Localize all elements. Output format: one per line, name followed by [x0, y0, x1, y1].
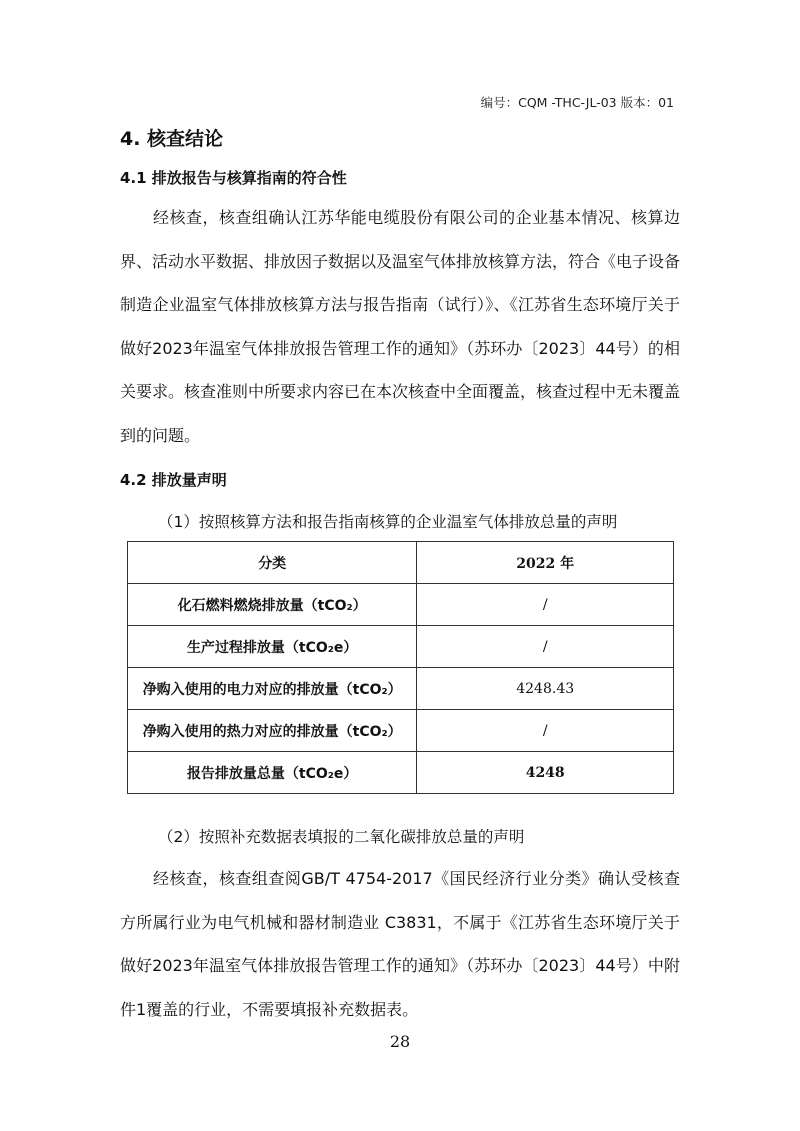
table-row [128, 626, 674, 668]
section-title: 4. 核查结论 [120, 128, 224, 150]
subsection-title-4-2: 4.2 排放量声明 [120, 471, 227, 489]
row-label: 生产过程排放量（tCO₂e） [128, 626, 417, 668]
compliance-paragraph: 经核查，核查组确认江苏华能电缆股份有限公司的企业基本情况、核算边界、活动水平数据、排放因子数据以及温室气体排放核算方法，符合《电子设备制造企业温室气体排放核算方法与报告指南（试行）》、《江苏省生态环境厅关于做好2023年温室气体排放报告管理工作的通知》（苏环办〔2023〕44号）的相关要求。核查准则中所要求内容已在本次核查中全面覆盖，核查过程中无未覆盖到的问题。 [120, 208, 681, 445]
page-number: 28 [389, 1032, 411, 1051]
table-row [128, 710, 674, 752]
table-row-total [128, 752, 674, 794]
emissions-table [127, 541, 674, 794]
row-value: / [417, 626, 674, 668]
row-label: 净购入使用的热力对应的排放量（tCO₂） [128, 710, 417, 752]
supplementary-caption: （2）按照补充数据表填报的二氧化碳排放总量的声明 [158, 828, 525, 846]
row-label: 净购入使用的电力对应的排放量（tCO₂） [128, 668, 417, 710]
column-header-category: 分类 [128, 542, 417, 584]
row-value: 4248.43 [417, 668, 674, 710]
subsection-title-4-1: 4.1 排放报告与核算指南的符合性 [120, 169, 347, 187]
row-label: 报告排放量总量（tCO₂e） [128, 752, 417, 794]
table-header-row [128, 542, 674, 584]
supplementary-paragraph: 经核查，核查组查阅GB/T 4754-2017《国民经济行业分类》确认受核查方所属行业为电气机械和器材制造业 C3831，不属于《江苏省生态环境厅关于做好2023年温室气体排放报告管理工作的通知》（苏环办〔2023〕44号）中附件1覆盖的行业，不需要填报补充数据表。 [120, 869, 680, 1019]
row-label: 化石燃料燃烧排放量（tCO₂） [128, 584, 417, 626]
table-row [128, 584, 674, 626]
table-caption: （1）按照核算方法和报告指南核算的企业温室气体排放总量的声明 [158, 513, 618, 531]
table-row [128, 668, 674, 710]
document-code: 编号：CQM -THC-JL-03 版本：01 [480, 95, 674, 110]
row-value: / [417, 710, 674, 752]
row-value: / [417, 584, 674, 626]
row-value: 4248 [417, 752, 674, 794]
column-header-year: 2022 年 [417, 542, 674, 584]
